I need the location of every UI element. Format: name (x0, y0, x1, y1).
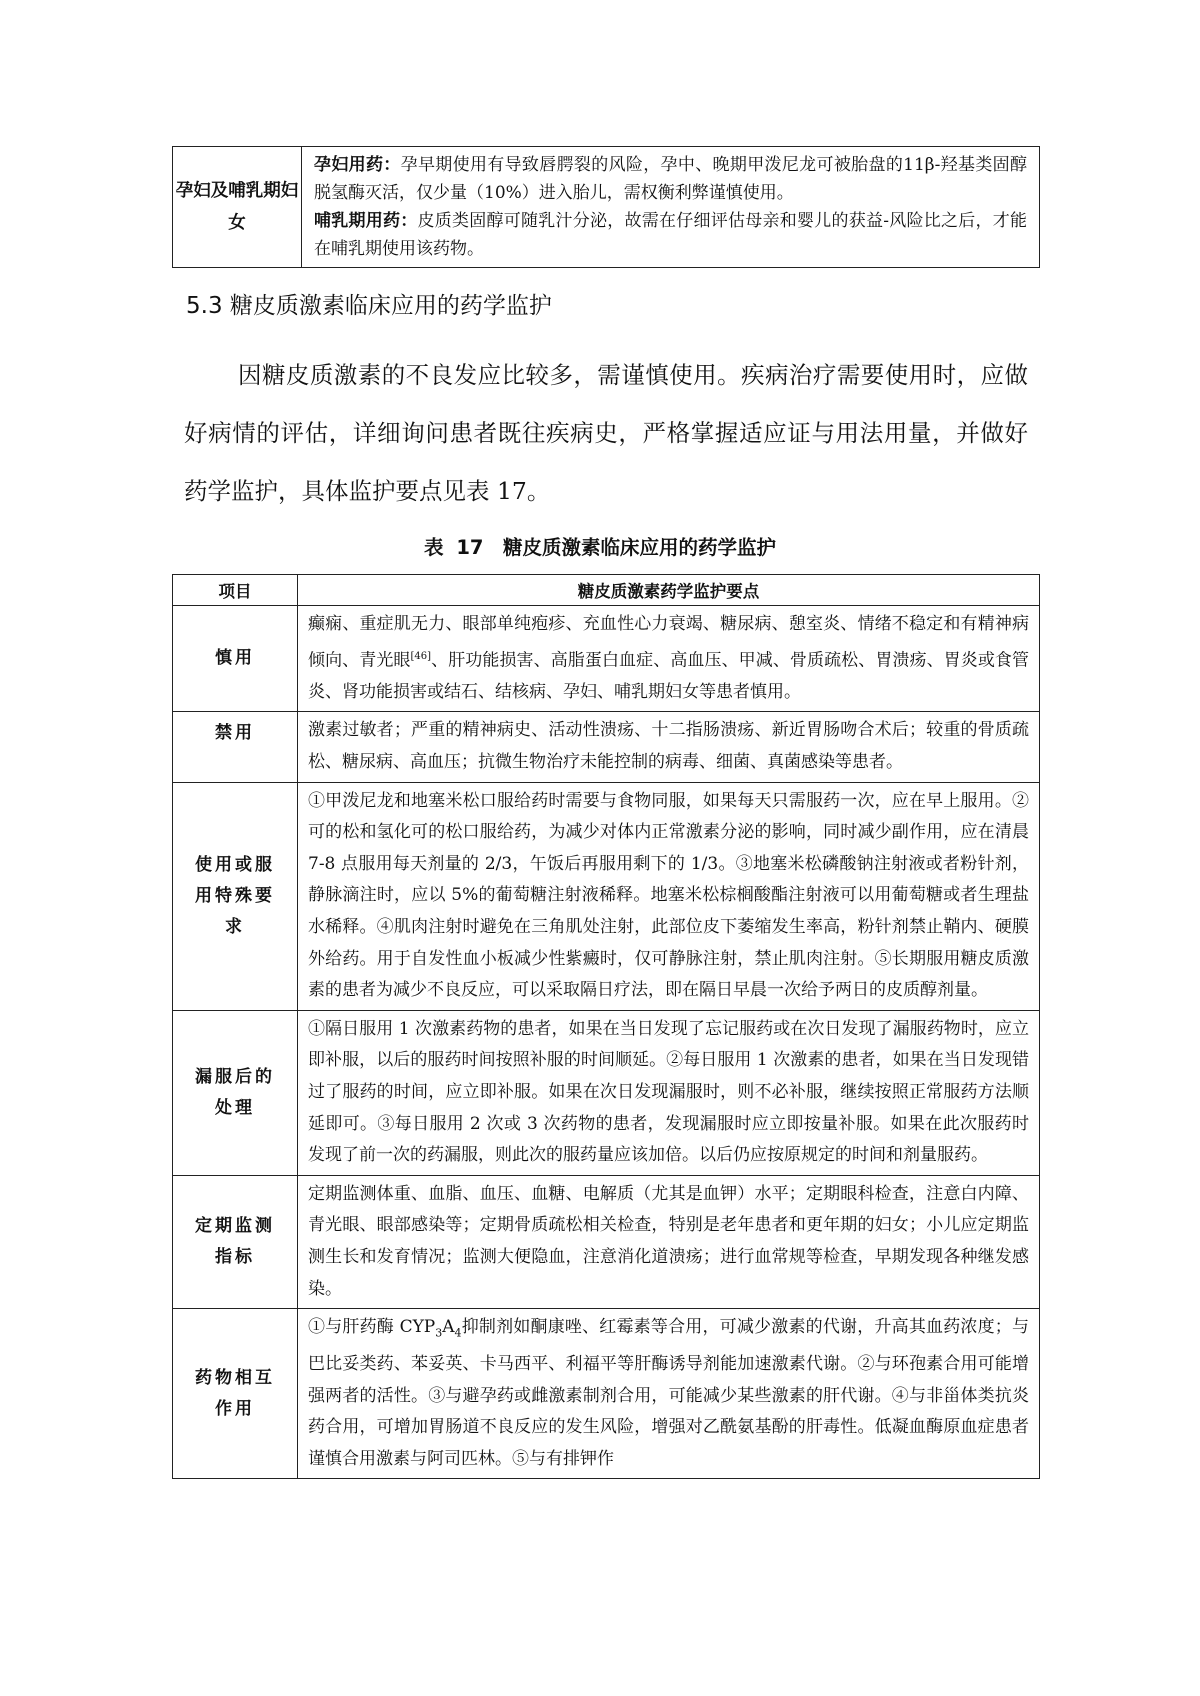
table-caption: 表 17 糖皮质激素临床应用的药学监护 (424, 536, 776, 559)
pregnancy-title: 孕妇用药： (314, 155, 401, 175)
lactation-paragraph (314, 207, 1027, 263)
cell-text: 癫痫、重症肌无力、眼部单纯疱疹、充血性心力衰竭、糖尿病、憩室炎、情绪不稳定和有精神病倾向、青光眼 (308, 614, 1029, 671)
table-row (173, 782, 1040, 1010)
table-row (173, 147, 1040, 268)
cell-text: 抑制剂如酮康唑、红霉素等合用，可减少激素的代谢，升高其血药浓度；与巴比妥类药、苯妥英、卡马西平、利福平等肝酶诱导剂能加速激素代谢。②与环孢素合用可能增强两者的活性。③与避孕药或雌激素制剂合用，可能减少某些激素的肝代谢。④与非甾体类抗炎药合用，可增加胃肠道不良反应的发生风险，增强对乙酰氨基酚的肝毒性。低凝血酶原血症患者谨慎合用激素与阿司匹林。⑤与有排钾作 (308, 1317, 1029, 1469)
table-header-row (173, 575, 1040, 606)
row-item: 药物相互作用 (173, 1309, 298, 1479)
pregnancy-table (172, 146, 1040, 268)
subscript: 3 (435, 1326, 443, 1340)
row-content (298, 1309, 1040, 1479)
table-row (173, 1010, 1040, 1175)
header-points: 糖皮质激素药学监护要点 (298, 575, 1040, 606)
pregnancy-paragraph (314, 151, 1027, 207)
row-item: 慎用 (173, 606, 298, 712)
row-content: ①隔日服用 1 次激素药物的患者，如果在当日发现了忘记服药或在次日发现了漏服药物时，应立即补服，以后的服药时间按照补服的时间顺延。②每日服用 1 次激素的患者，如果在当日发现错过了服药的时间，应立即补服。如果在次日发现漏服时，则不必补服，继续按照正常服药方法顺延即可。③每日服用 2 次或 3 次药物的患者，发现漏服时应立即按量补服。如果在此次服药时发现了前一次的药漏服，则此次的服药量应该加倍。以后仍应按原规定的时间和剂量服药。 (298, 1010, 1040, 1175)
section-heading: 5.3 糖皮质激素临床应用的药学监护 (186, 293, 552, 319)
cell-text: ①与肝药酶 CYP (308, 1317, 436, 1338)
cell-text: A (442, 1317, 455, 1338)
row-item: 定期监测指标 (173, 1175, 298, 1308)
row-item: 漏服后的处理 (173, 1010, 298, 1175)
reference-mark: [46] (410, 650, 432, 662)
table-row (173, 1309, 1040, 1479)
table-row (173, 606, 1040, 712)
row-content: 激素过敏者；严重的精神病史、活动性溃疡、十二指肠溃疡、新近胃肠吻合术后；较重的骨质疏松、糖尿病、高血压；抗微生物治疗未能控制的病毒、细菌、真菌感染等患者。 (298, 712, 1040, 782)
lactation-text: 皮质类固醇可随乳汁分泌，故需在仔细评估母亲和婴儿的获益-风险比之后，才能在哺乳期使用该药物。 (314, 211, 1027, 259)
row-content (302, 147, 1040, 268)
pregnancy-text: 孕早期使用有导致唇腭裂的风险，孕中、晚期甲泼尼龙可被胎盘的11β-羟基类固醇脱氢酶灭活，仅少量（10%）进入胎儿，需权衡利弊谨慎使用。 (314, 155, 1027, 203)
table-row (173, 712, 1040, 782)
table-row (173, 1175, 1040, 1308)
lactation-title: 哺乳期用药： (314, 211, 418, 231)
header-item: 项目 (173, 575, 298, 606)
row-label: 孕妇及哺乳期妇女 (173, 147, 302, 268)
row-content (298, 606, 1040, 712)
subscript: 4 (454, 1326, 462, 1340)
row-item: 使用或服用特殊要求 (173, 782, 298, 1010)
row-content: ①甲泼尼龙和地塞米松口服给药时需要与食物同服，如果每天只需服药一次，应在早上服用。②可的松和氢化可的松口服给药，为减少对体内正常激素分泌的影响，同时减少副作用，应在清晨 7-8 点服用每天剂量的 2/3，午饭后再服用剩下的 1/3。③地塞米松磷酸钠注射液或者粉针剂，静脉滴注时，应以 5%的葡萄糖注射液稀释。地塞米松棕榈酸酯注射液可以用葡萄糖或者生理盐水稀释。④肌肉注射时避免在三角肌处注射，此部位皮下萎缩发生率高，粉针剂禁止鞘内、硬膜外给药。用于自发性血小板减少性紫癜时，仅可静脉注射，禁止肌肉注射。⑤长期服用糖皮质激素的患者为减少不良反应，可以采取隔日疗法，即在隔日早晨一次给予两日的皮质醇剂量。 (298, 782, 1040, 1010)
intro-paragraph: 因糖皮质激素的不良发应比较多，需谨慎使用。疾病治疗需要使用时，应做好病情的评估，详细询问患者既往疾病史，严格掌握适应证与用法用量，并做好药学监护，具体监护要点见表 17。 (184, 361, 1028, 505)
row-item: 禁用 (173, 712, 298, 782)
pharmaceutical-care-table (172, 574, 1040, 1479)
cell-text: 、肝功能损害、高脂蛋白血症、高血压、甲减、骨质疏松、胃溃疡、胃炎或食管炎、肾功能损害或结石、结核病、孕妇、哺乳期妇女等患者慎用。 (308, 650, 1030, 702)
row-content: 定期监测体重、血脂、血压、血糖、电解质（尤其是血钾）水平；定期眼科检查，注意白内障、青光眼、眼部感染等；定期骨质疏松相关检查，特别是老年患者和更年期的妇女；小儿应定期监测生长和发育情况；监测大便隐血，注意消化道溃疡；进行血常规等检查，早期发现各种继发感染。 (298, 1175, 1040, 1308)
